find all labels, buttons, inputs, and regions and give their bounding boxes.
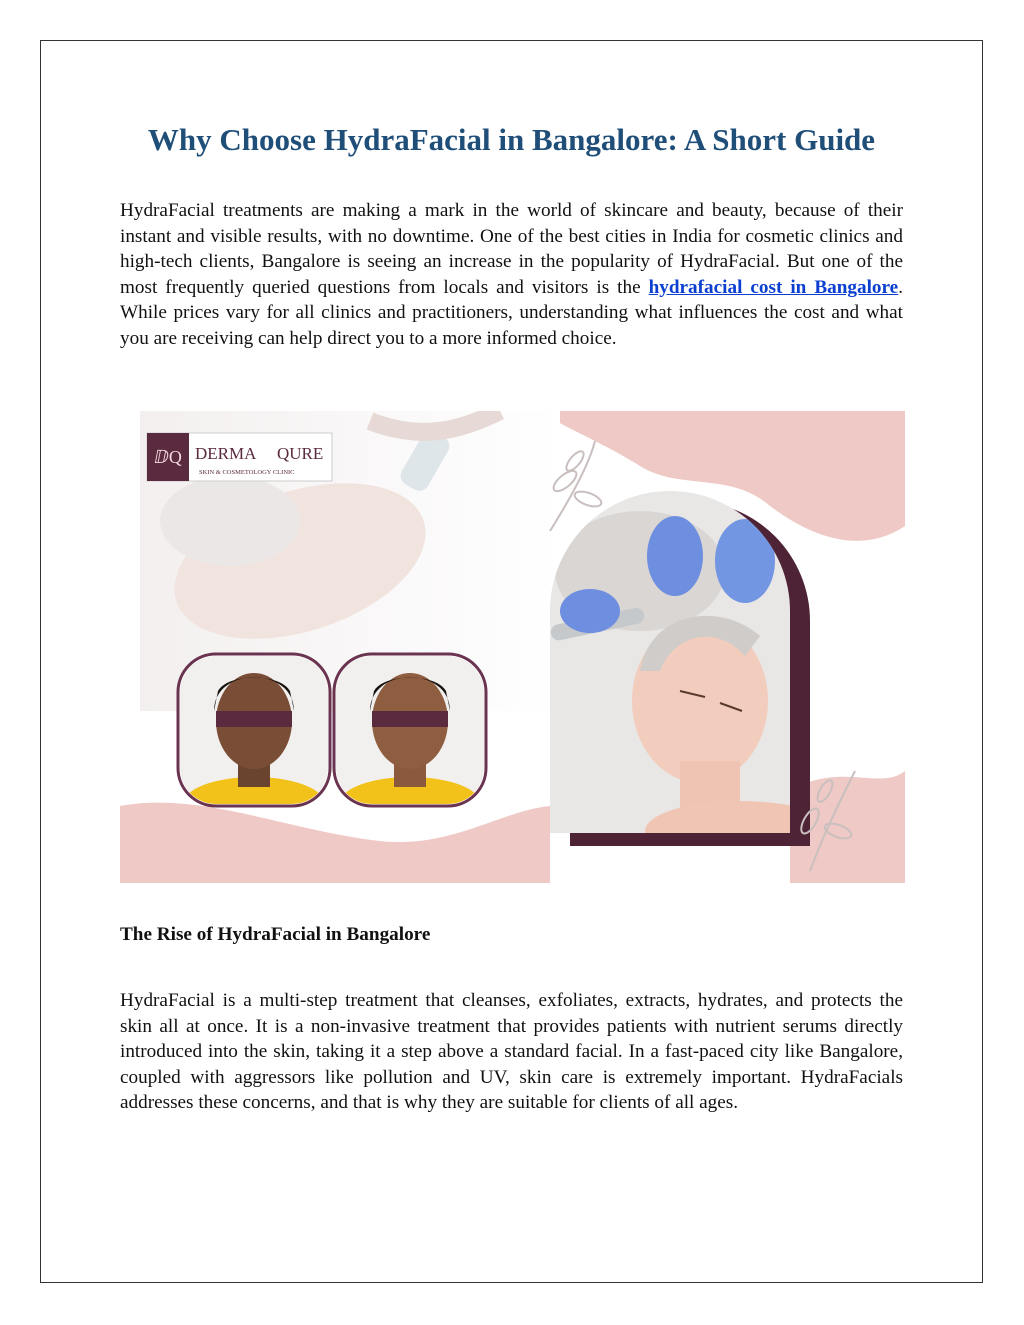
section-heading: The Rise of HydraFacial in Bangalore xyxy=(120,924,431,945)
clinic-banner-image xyxy=(120,411,905,883)
hydrafacial-cost-link[interactable]: hydrafacial cost in Bangalore xyxy=(648,276,899,298)
logo-subtitle: SKIN & COSMETOLOGY CLINIC xyxy=(199,469,295,476)
intro-paragraph xyxy=(120,198,903,351)
logo-word-derma: DERMA xyxy=(195,444,257,463)
intro-text-end: . While prices vary for all clinics and practitioners, understanding what influences the cost and what you are receiving can help direct you to a more informed choice. xyxy=(120,276,903,349)
svg-text:ⅅQ: ⅅQ xyxy=(154,447,182,467)
section-paragraph: HydraFacial is a multi-step treatment that cleanses, exfoliates, extracts, hydrates, and protects the skin all at once. It is a non-invasive treatment that provides patients with nutrient serums directly introduced into the skin, taking it a step above a standard facial. In a fast-paced city like Bangalore, coupled with aggressors like pollution and UV, skin care is extremely important. HydraFacials addresses these concerns, and that is why they are suitable for clients of all ages. xyxy=(120,990,903,1113)
page-title: Why Choose HydraFacial in Bangalore: A Short Guide xyxy=(147,122,876,157)
intro-text-start: HydraFacial treatments are making a mark in the world of skincare and beauty, because of their instant and visible results, with no downtime. One of the best cities in India for cosmetic clinics and high-tech clients, Bangalore is seeing an increase in the popularity of HydraFacial. But one of the most frequently queried questions from locals and visitors is the xyxy=(120,200,903,298)
logo-word-qure: QURE xyxy=(277,444,324,463)
after-photo xyxy=(334,654,486,829)
clinic-logo xyxy=(147,433,332,481)
before-photo xyxy=(178,654,330,829)
